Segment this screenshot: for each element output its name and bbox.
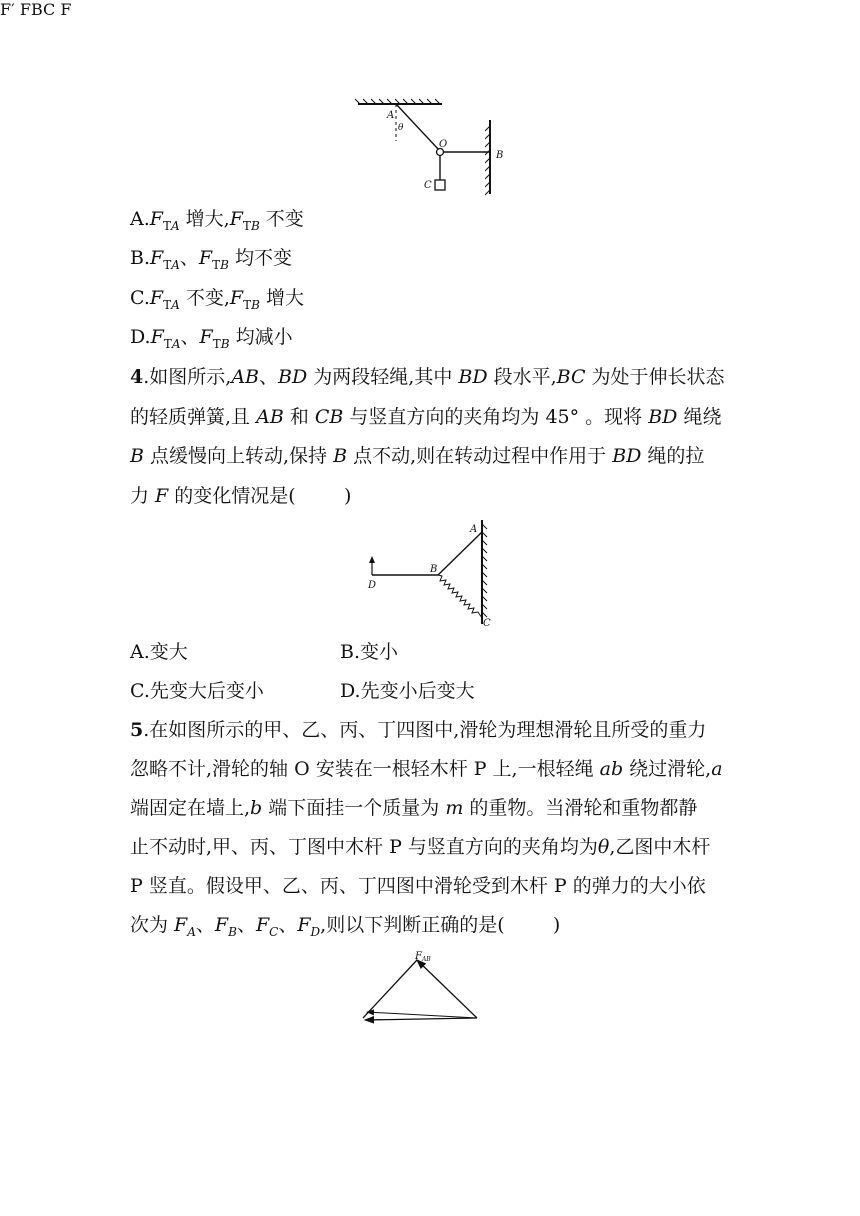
fig1-label-B: B	[496, 150, 504, 161]
q4-text-line-3: B 点缓慢向上转动,保持 B 点不动,则在转动过程中作用于 BD 绳的拉	[130, 445, 705, 467]
q4-option-d: D.先变小后变大	[340, 680, 475, 702]
fig2-label-C: C	[483, 618, 491, 629]
q5-text-line-5: P 竖直。假设甲、乙、丙、丁四图中滑轮受到木杆 P 的弹力的大小依	[130, 875, 706, 897]
q4-option-c: C.先变大后变小	[130, 680, 264, 702]
fig2-label-A: A	[470, 524, 478, 535]
figure-2-spring-diagram	[362, 518, 502, 630]
fig3-label-FBC: FBC	[19, 0, 56, 19]
q3-option-d: $D.F_{TA}$、$F_{TB}$ 均减小	[130, 326, 293, 351]
fig3-label-F: F	[60, 0, 72, 19]
fig1-label-theta: θ	[398, 123, 404, 133]
q5-text-line-2: 忽略不计,滑轮的轴 O 安装在一根轻木杆 P 上,一根轻绳 ab 绕过滑轮,a	[130, 758, 723, 780]
figure-1-wall	[485, 118, 515, 198]
fig2-label-B: B	[430, 564, 438, 575]
q4-option-a: A.变大	[130, 641, 188, 663]
q5-text-line-3: 端固定在墙上,b 端下面挂一个质量为 m 的重物。当滑轮和重物都静	[130, 797, 698, 819]
q5-text-line-6: 次为 $F_A$、$F_B$、$F_C$、$F_D$,则以下判断正确的是( )	[130, 914, 561, 939]
fig3-label-Fprime: F′	[0, 0, 15, 19]
q3-option-c: $C.F_{TA}$ 不变$,F_{TB}$ 增大	[130, 287, 304, 312]
q3-option-a: $A.F_{TA}$ 增大$,F_{TB}$ 不变	[130, 208, 304, 233]
fig1-label-O: O	[439, 139, 448, 150]
q3-option-b: $B.F_{TA}$、$F_{TB}$ 均不变	[130, 247, 292, 272]
q4-text-line-4: 力 F 的变化情况是( )	[130, 485, 352, 507]
figure-1-pulley-diagram	[350, 96, 490, 196]
q5-text-line-4: 止不动时,甲、丙、丁图中木杆 P 与竖直方向的夹角均为θ,乙图中木杆	[130, 836, 711, 858]
fig1-label-C: C	[424, 180, 432, 191]
figure-3-force-triangle	[355, 948, 515, 1040]
q5-text-line-1: 5.在如图所示的甲、乙、丙、丁四图中,滑轮为理想滑轮且所受的重力	[130, 719, 707, 741]
q4-text-line-2: 的轻质弹簧,且 AB 和 CB 与竖直方向的夹角均为 45° 。现将 BD 绳绕	[130, 406, 722, 428]
q4-text-line-1: 4.如图所示,AB、BD 为两段轻绳,其中 BD 段水平,BC 为处于伸长状态	[130, 366, 725, 388]
fig1-label-A: A	[387, 110, 395, 121]
fig2-label-D: D	[368, 580, 377, 591]
q4-option-b: B.变小	[340, 641, 399, 663]
fig3-label-FAB: $F_{AB}$	[415, 951, 431, 963]
